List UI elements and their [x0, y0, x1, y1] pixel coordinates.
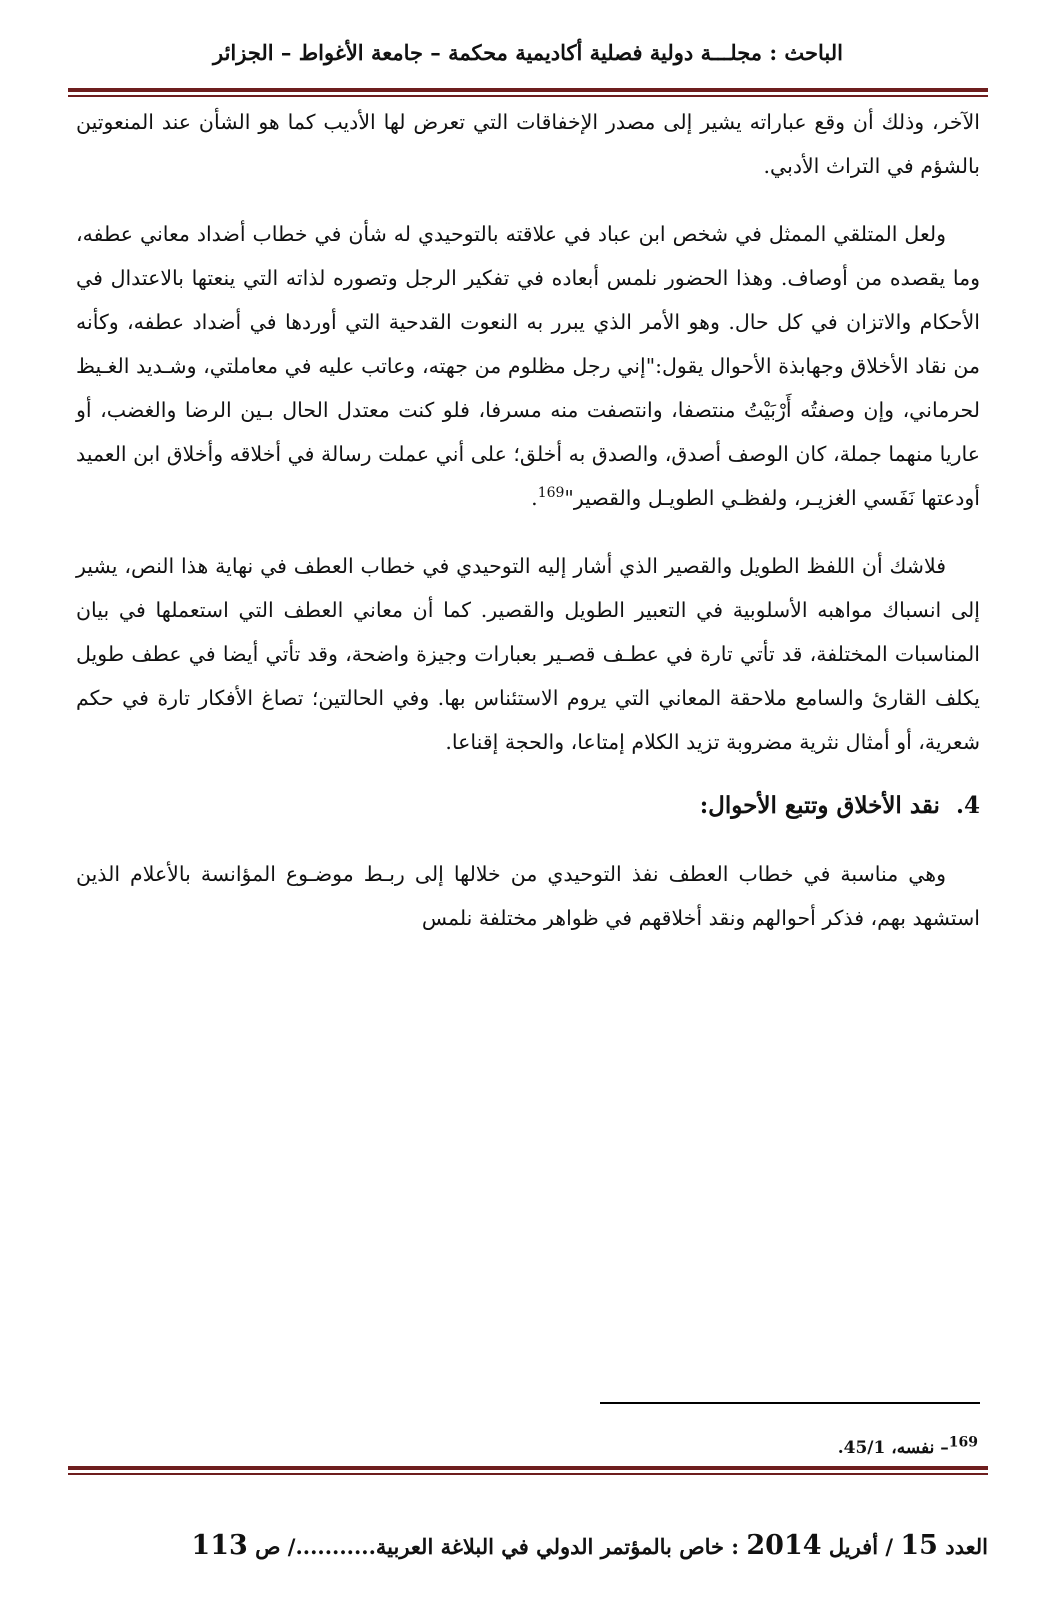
footnote-text: – نفسه، 45/1. [837, 1438, 949, 1458]
footnote-separator [600, 1402, 980, 1404]
footer-month: / أفريل [828, 1534, 894, 1559]
journal-header: الباحث : مجلـــة دولية فصلية أكاديمية محكمة – جامعة الأغواط – الجزائر [212, 40, 844, 65]
footer-issue-number: 15 [900, 1530, 938, 1561]
paragraph-4: وهي مناسبة في خطاب العطف نفذ التوحيدي من خلالها إلى ربـط موضـوع المؤانسة بالأعلام الذين استشهد بهم، فذكر أحوالهم ونقد أخلاقهم في ظواهر مختلفة نلمس [76, 862, 980, 930]
quote-end: . [531, 486, 538, 510]
header-rule-thin [68, 95, 988, 97]
section-title: نقد الأخلاق وتتبع الأحوال: [699, 792, 940, 819]
footer-issue-label: العدد [945, 1534, 988, 1559]
paragraph-2 [76, 212, 980, 520]
paragraph-3: فلاشك أن اللفظ الطويل والقصير الذي أشار إليه التوحيدي في خطاب العطف في نهاية هذا النص، يشير إلى انسباك مواهبه الأسلوبية في التعبير الطويل والقصير. كما أن معاني العطف التي استعملها في بيان المناسبات المختلفة، قد تأتي تارة في عطـف قصـير بعبارات وجيزة واضحة، وقد تأتي أيضا في عطف طويل يكلف القارئ والسامع ملاحقة المعاني التي يروم الاستئناس بها. وفي الحالتين؛ تصاغ الأفكار تارة في حكم شعرية، أو أمثال نثرية مضروبة تزيد الكلام إمتاعا، والحجة إقناعا. [76, 554, 980, 754]
section-number: 4. [955, 792, 980, 819]
page-number: 113 [191, 1530, 248, 1561]
footer-description: : خاص بالمؤتمر الدولي في البلاغة العربية.........../ ص [255, 1534, 740, 1559]
section-heading [76, 786, 980, 826]
footer-rule [68, 1466, 988, 1470]
footnote-number: 169 [948, 1434, 978, 1451]
footnote-reference[interactable]: 169 [537, 485, 565, 502]
page-body [76, 100, 980, 940]
paragraph-2-text: ولعل المتلقي الممثل في شخص ابن عباد في علاقته بالتوحيدي له شأن في خطاب أضداد معاني عطفه، وما يقصده من أوصاف. وهذا الحضور نلمس أبعاده في تفكير الرجل وتصوره لذاته التي ينعتها بالاعتدال في الأحكام والاتزان في كل حال. وهو الأمر الذي يبرر به النعوت القدحية التي أوردها في أضداد عطفه، وكأنه من نقاد الأخلاق وجهابذة الأحوال يقول:"إني رجل مظلوم من جهته، وعاتب عليه في معاملتي، وشـديد الغـيظ لحرماني، وإن وصفتُه أَرْبَيْتُ منتصفا، وانتصفت منه مسرفا، فلو كنت معتدل الحال بـين الرضا والغضب، أو عاريا منهما جملة، كان الوصف أصدق، والصدق به أخلق؛ على أني عملت رسالة في أخلاقه وأخلاق ابن العميد أودعتها نَفَسي الغزيـر، ولفظـي الطويـل والقصير" [76, 222, 980, 510]
header-rule [68, 88, 988, 92]
footer-rule-thin [68, 1473, 988, 1475]
footer-year: 2014 [746, 1530, 822, 1561]
paragraph-1: الآخر، وذلك أن وقع عباراته يشير إلى مصدر الإخفاقات التي تعرض لها الأديب كما هو الشأن عند المنعوتين بالشؤم في التراث الأدبي. [76, 110, 980, 178]
footnote [600, 1434, 978, 1462]
page-footer [68, 1530, 988, 1561]
